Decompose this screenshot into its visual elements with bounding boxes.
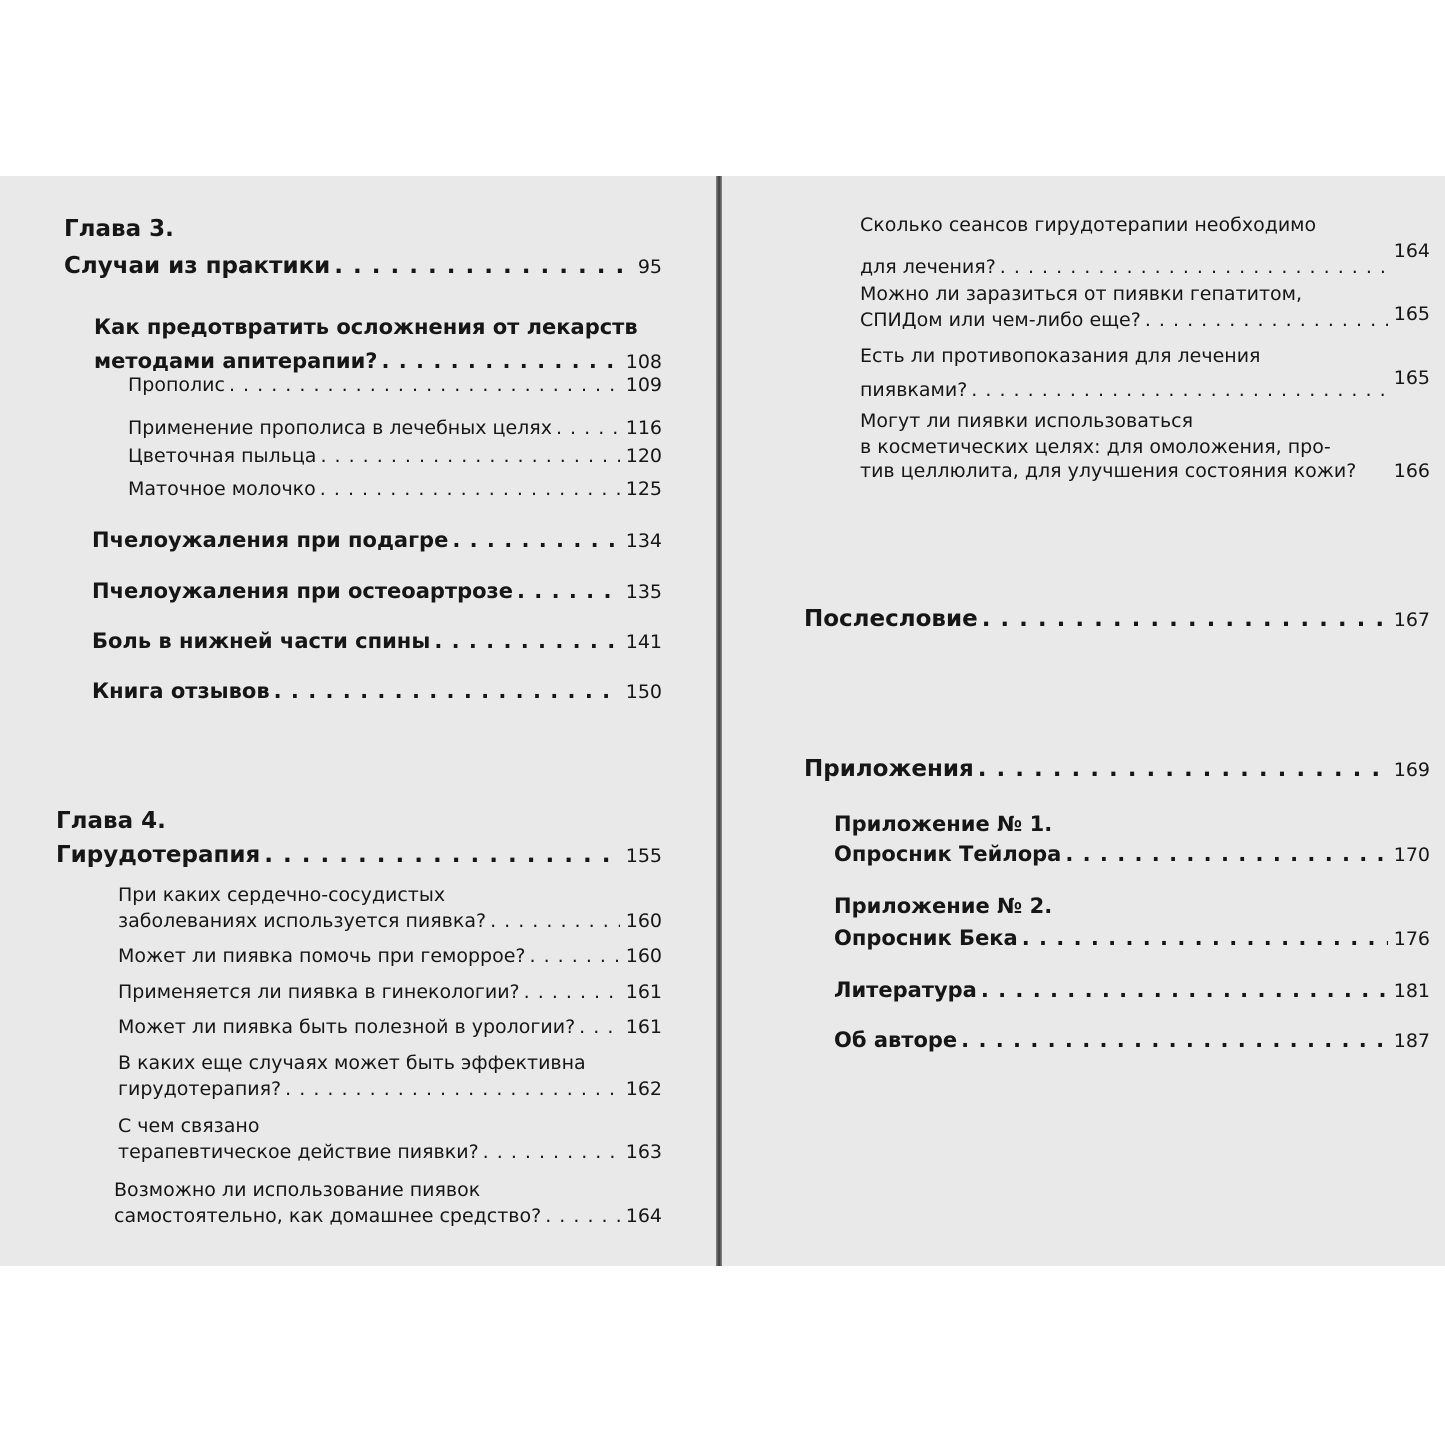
toc-entry-line: В каких еще случаях может быть эффективна <box>118 1052 586 1074</box>
page-number: 141 <box>625 631 662 653</box>
leader-dots <box>981 978 1388 1002</box>
leader-dots <box>971 379 1387 401</box>
page-number: 160 <box>625 910 662 932</box>
page-number: 95 <box>637 256 662 278</box>
page-number: 164 <box>1393 240 1430 262</box>
toc-title: Приложения <box>804 756 974 782</box>
toc-entry-line: С чем связано <box>118 1115 260 1137</box>
leader-dots <box>1065 842 1387 866</box>
page-number: 116 <box>625 417 662 439</box>
toc-title: методами апитерапии? <box>94 349 378 373</box>
toc-entry-line: в косметических целях: для омоложения, про- <box>860 436 1331 458</box>
leader-dots <box>961 1028 1388 1052</box>
toc-title: Применение прополиса в лечебных целях <box>128 417 552 439</box>
leader-dots <box>530 945 620 967</box>
page-number: 165 <box>1393 367 1430 389</box>
toc-entry-cosmetic <box>860 460 1430 482</box>
page-number: 120 <box>625 445 662 467</box>
leader-dots <box>320 478 620 500</box>
page-number: 150 <box>625 681 662 703</box>
toc-title: Об авторе <box>834 1028 958 1052</box>
page-number: 166 <box>1393 460 1430 482</box>
toc-entry-back-pain <box>92 629 662 653</box>
leader-dots <box>524 981 620 1003</box>
page-number: 176 <box>1393 928 1430 950</box>
leader-dots <box>556 417 620 439</box>
page-number: 167 <box>1393 609 1430 631</box>
toc-entry-chapter-4 <box>56 842 662 868</box>
toc-entry-line: Приложение № 1. <box>834 812 1053 836</box>
page-number: 109 <box>625 374 662 396</box>
toc-title: Применяется ли пиявка в гинекологии? <box>118 981 520 1003</box>
toc-entry-pollen <box>128 445 662 467</box>
toc-entry-taylor <box>834 842 1430 866</box>
leader-dots <box>545 1205 620 1227</box>
page-number: 135 <box>625 581 662 603</box>
toc-entry-appendices <box>804 756 1430 782</box>
page-number: 169 <box>1393 759 1430 781</box>
leader-dots <box>982 606 1388 632</box>
toc-entry-author <box>834 1028 1430 1052</box>
toc-entry-afterword <box>804 606 1430 632</box>
toc-entry-osteoarthritis <box>92 579 662 603</box>
page-number: 155 <box>625 845 662 867</box>
left-page <box>0 176 716 1266</box>
leader-dots <box>490 910 620 932</box>
page-number: 161 <box>625 981 662 1003</box>
toc-entry-beck <box>834 926 1430 950</box>
leader-dots <box>517 579 620 603</box>
leader-dots <box>320 445 619 467</box>
page-number: 108 <box>625 351 662 373</box>
leader-dots <box>434 629 619 653</box>
leader-dots <box>334 253 632 279</box>
toc-entry-line: Есть ли противопоказания для лечения <box>860 345 1261 367</box>
toc-entry-apitherapy <box>94 349 662 373</box>
toc-title: Случаи из практики <box>64 253 331 279</box>
page-number: 170 <box>1393 844 1430 866</box>
toc-title: Цветочная пыльца <box>128 445 317 467</box>
toc-title: тив целлюлита, для улучшения состояния кожи? <box>860 460 1357 482</box>
toc-entry-infection <box>860 303 1430 331</box>
toc-title: Пчелоужаления при подагре <box>92 528 449 552</box>
toc-title: самостоятельно, как домашнее средство? <box>114 1205 542 1227</box>
toc-title: заболеваниях используется пиявка? <box>118 910 487 932</box>
toc-entry-contraindications <box>860 367 1430 401</box>
leader-dots <box>381 349 619 373</box>
page-number: 164 <box>625 1205 662 1227</box>
toc-entry-propolis <box>128 374 662 396</box>
toc-entry-cardio <box>118 910 662 932</box>
page-number: 160 <box>625 945 662 967</box>
toc-entry-chapter-3 <box>64 253 662 279</box>
leader-dots <box>1000 256 1388 278</box>
right-page <box>722 176 1445 1266</box>
toc-entry-line: При каких сердечно-сосудистых <box>118 884 446 906</box>
chapter-4-label: Глава 4. <box>56 808 166 834</box>
page-number: 162 <box>625 1078 662 1100</box>
toc-title: Гирудотерапия <box>56 842 261 868</box>
toc-title: терапевтическое действие пиявки? <box>118 1141 479 1163</box>
leader-dots <box>285 1078 620 1100</box>
toc-entry-line: Можно ли заразиться от пиявки гепатитом, <box>860 283 1303 305</box>
toc-entry-line: Как предотвратить осложнения от лекарств <box>94 315 638 339</box>
toc-title: Литература <box>834 978 977 1002</box>
toc-title: для лечения? <box>860 256 996 278</box>
toc-entry-gynecology <box>118 981 662 1003</box>
page-number: 163 <box>625 1141 662 1163</box>
leader-dots <box>1022 926 1388 950</box>
page-number: 161 <box>625 1016 662 1038</box>
toc-entry-literature <box>834 978 1430 1002</box>
toc-entry-reviews <box>92 679 662 703</box>
page-number: 165 <box>1393 303 1430 325</box>
leader-dots <box>229 374 620 396</box>
leader-dots <box>978 756 1388 782</box>
leader-dots <box>579 1016 620 1038</box>
leader-dots <box>1145 309 1388 331</box>
toc-title: Маточное молочко <box>128 478 316 500</box>
toc-entry-line: Могут ли пиявки использоваться <box>860 410 1194 432</box>
toc-entry-gout <box>92 528 662 552</box>
toc-title: Послесловие <box>804 606 978 632</box>
toc-entry-other-cases <box>118 1078 662 1100</box>
leader-dots <box>274 679 620 703</box>
toc-entry-propolis-use <box>128 417 662 439</box>
page-number: 181 <box>1393 980 1430 1002</box>
leader-dots <box>264 842 619 868</box>
page-number: 187 <box>1393 1030 1430 1052</box>
toc-title: СПИДом или чем-либо еще? <box>860 309 1141 331</box>
toc-entry-line: Сколько сеансов гирудотерапии необходимо <box>860 214 1317 236</box>
toc-title: пиявками? <box>860 379 968 401</box>
toc-title: Книга отзывов <box>92 679 270 703</box>
toc-entry-home-remedy <box>114 1205 662 1227</box>
chapter-3-label: Глава 3. <box>64 216 174 242</box>
toc-title: гирудотерапия? <box>118 1078 282 1100</box>
toc-title: Прополис <box>128 374 225 396</box>
toc-title: Боль в нижней части спины <box>92 629 431 653</box>
toc-entry-royal-jelly <box>128 478 662 500</box>
toc-entry-line: Приложение № 2. <box>834 894 1053 918</box>
leader-dots <box>483 1141 620 1163</box>
toc-title: Пчелоужаления при остеоартрозе <box>92 579 514 603</box>
leader-dots <box>452 528 619 552</box>
toc-title: Опросник Бека <box>834 926 1018 950</box>
toc-entry-sessions <box>860 240 1430 278</box>
toc-entry-hemorrhoids <box>118 945 662 967</box>
toc-title: Опросник Тейлора <box>834 842 1062 866</box>
toc-entry-urology <box>118 1016 662 1038</box>
toc-entry-line: Возможно ли использование пиявок <box>114 1179 481 1201</box>
toc-title: Может ли пиявка помочь при геморрое? <box>118 945 526 967</box>
page-number: 125 <box>625 478 662 500</box>
toc-entry-therapeutic-action <box>118 1141 662 1163</box>
page-number: 134 <box>625 530 662 552</box>
toc-title: Может ли пиявка быть полезной в урологии? <box>118 1016 576 1038</box>
